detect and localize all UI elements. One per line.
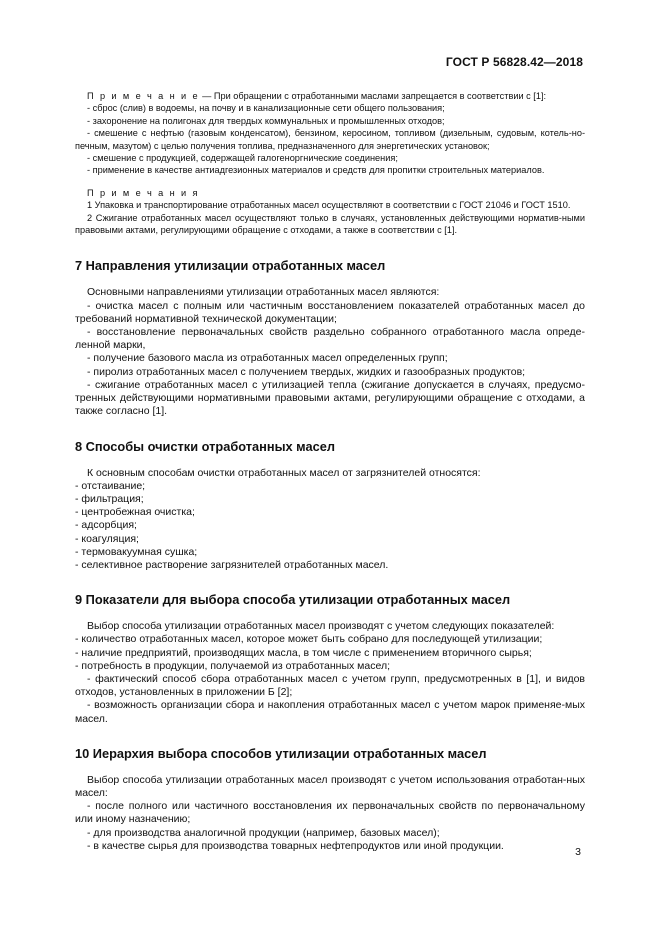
note-label: П р и м е ч а н и е xyxy=(87,91,200,101)
list-item: - получение базового масла из отработанных масел определенных групп; xyxy=(87,352,448,365)
list-item: - смешение с продукцией, содержащей галогеноргнические соединения; xyxy=(87,153,398,164)
list-item: - сжигание отработанных масел с утилизацией тепла (сжигание допускается в случаях, предусмо-тренных действующими нормативными правовыми актами, регулирующими обращение с отходами, а также согласно [1]. xyxy=(75,378,585,418)
list-item: - адсорбция; xyxy=(75,519,137,532)
section-intro: Выбор способа утилизации отработанных масел производят с учетом использования отработан-ных масел: xyxy=(75,773,585,799)
list-item: - после полного или частичного восстановления их первоначальных свойств по первоначальному или иному назначению; xyxy=(75,800,585,826)
document-code: ГОСТ Р 56828.42—2018 xyxy=(445,55,583,69)
note-intro: П р и м е ч а н и е — При обращении с отработанными маслами запрещается в соответствии с [1]: xyxy=(87,91,547,101)
list-item: - фактический способ сбора отработанных масел с учетом групп, предусмотренных в [1], и видов отходов, установленных в приложении Б [2]; xyxy=(75,672,585,699)
note-prohibitions xyxy=(75,90,585,177)
section-intro: К основным способам очистки отработанных масел от загрязнителей относятся: xyxy=(87,466,481,479)
section-intro: Основными направлениями утилизации отработанных масел являются: xyxy=(87,286,440,299)
section-8 xyxy=(75,439,585,573)
list-item: - применение в качестве антиадгезионных материалов и средств для пропитки строительных материалов. xyxy=(87,165,545,176)
section-heading: 10 Иерархия выбора способов утилизации отработанных масел xyxy=(75,745,487,761)
list-item: - возможность организации сбора и накопления отработанных масел с учетом марок применяе-мых масел. xyxy=(75,699,585,725)
list-item: - потребность в продукции, получаемой из отработанных масел; xyxy=(75,659,391,672)
notes-numbered xyxy=(75,187,585,237)
list-item: - термовакуумная сушка; xyxy=(75,545,198,558)
page-content xyxy=(75,90,585,853)
list-item: - захоронение на полигонах для твердых коммунальных и промышленных отходов; xyxy=(87,115,445,126)
list-item: - отстаивание; xyxy=(75,479,146,492)
section-9 xyxy=(75,592,585,726)
note-item: 2 Сжигание отработанных масел осуществляют только в случаях, установленных действующими норматив-ными правовыми актами, регулирующими обращение с отходами, а также в соответствии с [1]. xyxy=(75,212,585,236)
section-heading: 9 Показатели для выбора способа утилизации отработанных масел xyxy=(75,592,511,608)
list-item: - количество отработанных масел, которое может быть собрано для последующей утилизации; xyxy=(75,633,543,646)
list-item: - в качестве сырья для производства товарных нефтепродуктов или иной продукции. xyxy=(87,839,504,852)
list-item: - очистка масел с полным или частичным восстановлением показателей отработанных масел до требований нормативной технической документации; xyxy=(75,299,585,325)
list-item: - сброс (слив) в водоемы, на почву и в канализационные сети общего пользования; xyxy=(87,103,445,114)
list-item: - центробежная очистка; xyxy=(75,506,195,519)
list-item: - пиролиз отработанных масел с получением твердых, жидких и газообразных продуктов; xyxy=(87,365,526,378)
section-intro: Выбор способа утилизации отработанных масел производят с учетом следующих показателей: xyxy=(87,620,555,633)
section-heading: 7 Направления утилизации отработанных масел xyxy=(75,258,386,274)
list-item: - восстановление первоначальных свойств раздельно собранного отработанного масла опреде-ленной марки, xyxy=(75,326,585,352)
list-item: - наличие предприятий, производящих масла, в том числе с применением вторичного сырья; xyxy=(75,646,532,659)
list-item: - фильтрация; xyxy=(75,492,144,505)
list-item: - для производства аналогичной продукции (например, базовых масел); xyxy=(87,826,440,839)
note-item: 1 Упаковка и транспортирование отработанных масел осуществляют в соответствии с ГОСТ 21046 и ГОСТ 1510. xyxy=(87,200,571,211)
section-heading: 8 Способы очистки отработанных масел xyxy=(75,438,335,454)
list-item: - смешение с нефтью (газовым конденсатом), бензином, керосином, топливом (дизельным, судовым, котель-но-печным, мазутом) с целью получения топлива, предназначенного для энергетических установок; xyxy=(75,128,585,151)
section-10 xyxy=(75,746,585,853)
list-item: - коагуляция; xyxy=(75,532,139,545)
notes-label: П р и м е ч а н и я xyxy=(87,187,200,198)
list-item: - селективное растворение загрязнителей отработанных масел. xyxy=(75,558,389,571)
page-number: 3 xyxy=(575,846,581,858)
section-7 xyxy=(75,258,585,418)
